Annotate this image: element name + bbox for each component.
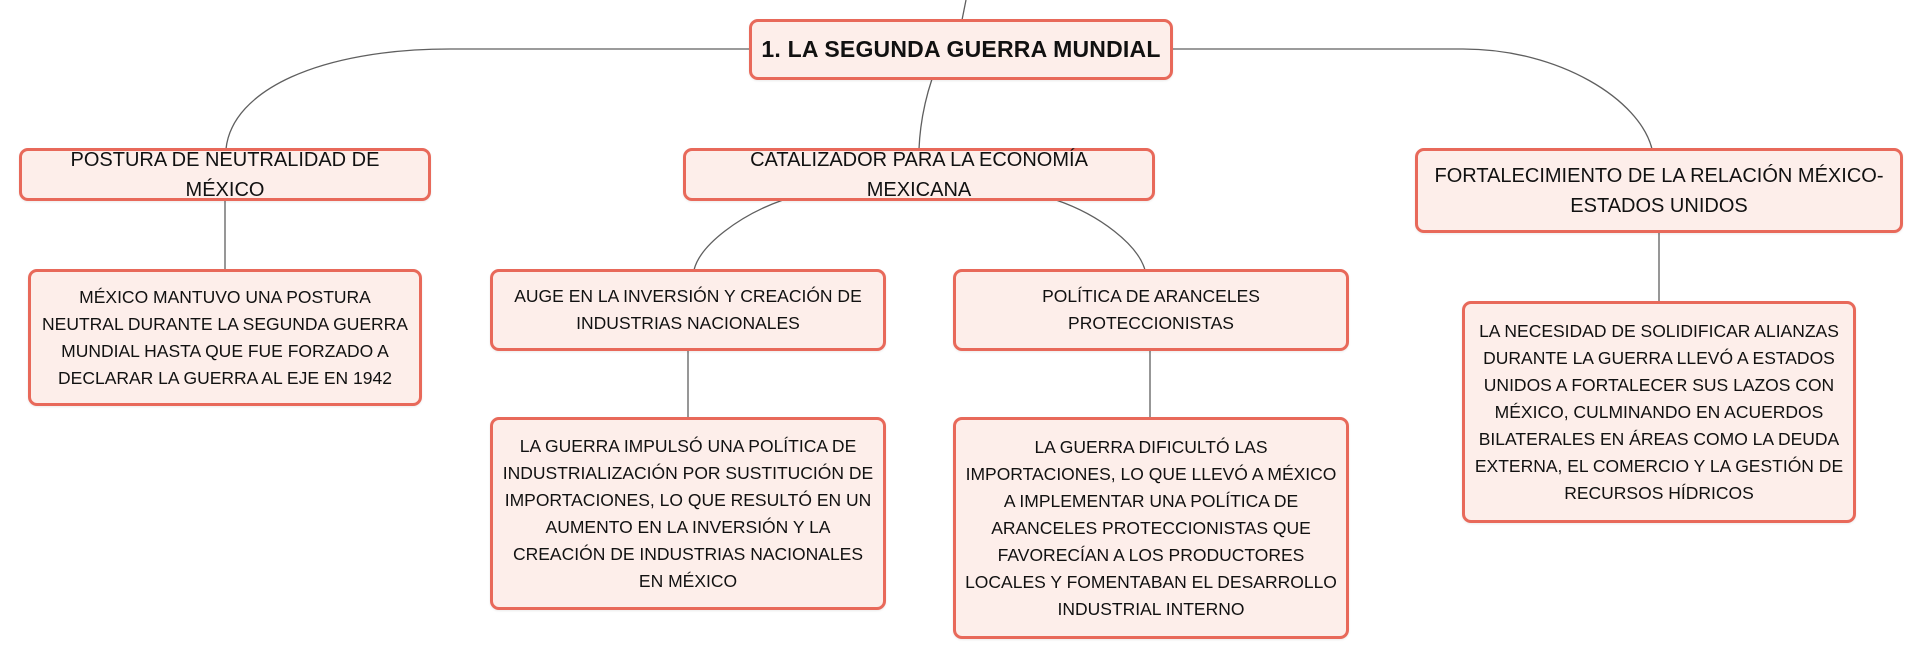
tariffs-subtopic-node[interactable] (953, 269, 1349, 351)
connector-economy-tariffs (1056, 200, 1145, 270)
connector-root-economy (919, 79, 932, 149)
root-topic-title: 1. LA SEGUNDA GUERRA MUNDIAL (761, 36, 1161, 62)
neutrality-topic-node[interactable] (19, 148, 431, 201)
relations-detail-node[interactable] (1462, 301, 1856, 523)
tariffs-detail-text: LA GUERRA DIFICULTÓ LAS IMPORTACIONES, LO QUE LLEVÓ A MÉXICO A IMPLEMENTAR UNA POLÍTICA DE ARANCELES PROTECCIONISTAS QUE FAVORECÍAN A LOS PRODUCTORES LOCALES Y FOMENTABAN EL DESARROLLO INDUSTRIAL INTERNO (965, 436, 1337, 619)
investment-subtopic-node[interactable] (490, 269, 886, 351)
investment-subtopic-title: AUGE EN LA INVERSIÓN Y CREACIÓN DE INDUSTRIAS NACIONALES (514, 286, 862, 333)
connector-root-relations (1172, 49, 1652, 149)
investment-detail-node[interactable] (490, 417, 886, 610)
tariffs-subtopic-title: POLÍTICA DE ARANCELES PROTECCIONISTAS (1042, 286, 1260, 333)
root-topic-node[interactable] (749, 19, 1173, 80)
neutrality-detail-text: MÉXICO MANTUVO UNA POSTURA NEUTRAL DURANTE LA SEGUNDA GUERRA MUNDIAL HASTA QUE FUE FORZADO A DECLARAR LA GUERRA AL EJE EN 1942 (42, 286, 408, 388)
relations-topic-node[interactable] (1415, 148, 1903, 233)
neutrality-topic-title: POSTURA DE NEUTRALIDAD DE MÉXICO (70, 148, 380, 201)
connector-root-parent (962, 0, 966, 20)
relations-detail-text: LA NECESIDAD DE SOLIDIFICAR ALIANZAS DURANTE LA GUERRA LLEVÓ A ESTADOS UNIDOS A FORTALECER SUS LAZOS CON MÉXICO, CULMINANDO EN ACUERDOS BILATERALES EN ÁREAS COMO LA DEUDA EXTERNA, EL COMERCIO Y LA GESTIÓN DE RECURSOS HÍDRICOS (1474, 320, 1844, 503)
relations-topic-title: FORTALECIMIENTO DE LA RELACIÓN MÉXICO-ESTADOS UNIDOS (1434, 164, 1884, 217)
tariffs-detail-node[interactable] (953, 417, 1349, 639)
economy-topic-node[interactable] (683, 148, 1155, 201)
investment-detail-text: LA GUERRA IMPULSÓ UNA POLÍTICA DE INDUSTRIALIZACIÓN POR SUSTITUCIÓN DE IMPORTACIONES, LO QUE RESULTÓ EN UN AUMENTO EN LA INVERSIÓN Y LA CREACIÓN DE INDUSTRIAS NACIONALES EN MÉXICO (502, 435, 874, 591)
connector-root-neutrality (226, 49, 750, 149)
neutrality-detail-node[interactable] (28, 269, 422, 406)
connector-economy-investment (694, 200, 783, 270)
economy-topic-title: CATALIZADOR PARA LA ECONOMÍA MEXICANA (750, 148, 1088, 201)
